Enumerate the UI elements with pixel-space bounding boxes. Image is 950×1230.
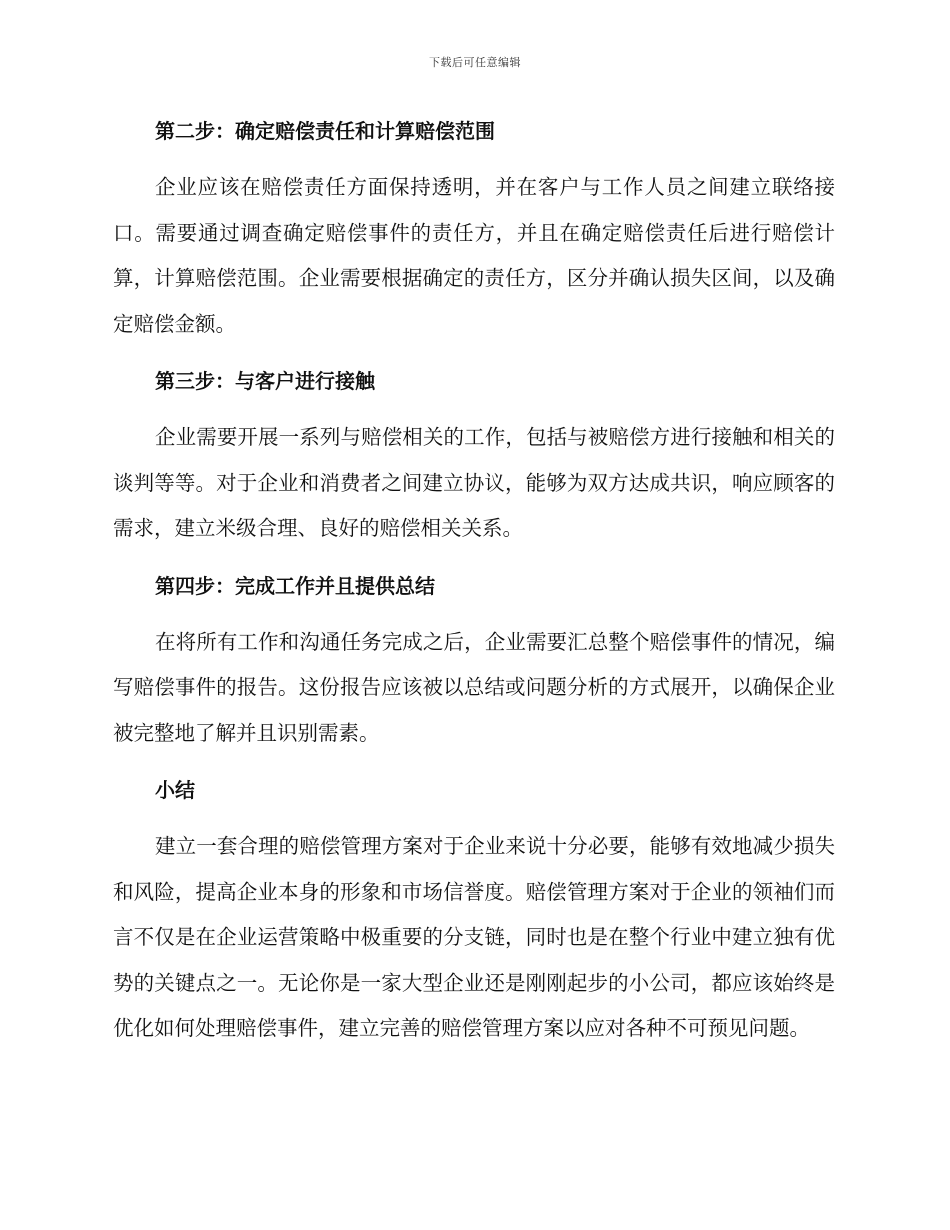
section-paragraph-step-4: 在将所有工作和沟通任务完成之后，企业需要汇总整个赔偿事件的情况，编写赔偿事件的报告。这份报告应该被以总结或问题分析的方式展开，以确保企业被完整地了解并且识别需素。 bbox=[113, 629, 835, 745]
section-paragraph-step-2: 企业应该在赔偿责任方面保持透明，并在客户与工作人员之间建立联络接口。需要通过调查确定赔偿事件的责任方，并且在确定赔偿责任后进行赔偿计算，计算赔偿范围。企业需要根据确定的责任方，区分并确认损失区间，以及确定赔偿金额。 bbox=[113, 175, 835, 336]
section-heading-summary: 小结 bbox=[155, 778, 195, 802]
page-header: 下载后可任意编辑 bbox=[429, 56, 521, 69]
section-paragraph-step-3: 企业需要开展一系列与赔偿相关的工作，包括与被赔偿方进行接触和相关的谈判等等。对于企业和消费者之间建立协议，能够为双方达成共识，响应顾客的需求，建立米级合理、良好的赔偿相关关系。 bbox=[113, 425, 835, 540]
section-heading-step-3: 第三步：与客户进行接触 bbox=[155, 369, 375, 393]
section-heading-step-2: 第二步：确定赔偿责任和计算赔偿范围 bbox=[155, 119, 495, 143]
document-body bbox=[113, 108, 835, 1063]
section-paragraph-summary: 建立一套合理的赔偿管理方案对于企业来说十分必要，能够有效地减少损失和风险，提高企业本身的形象和市场信誉度。赔偿管理方案对于企业的领袖们而言不仅是在企业运营策略中极重要的分支链，同时也是在整个行业中建立独有优势的关键点之一。无论你是一家大型企业还是刚刚起步的小公司，都应该始终是优化如何处理赔偿事件，建立完善的赔偿管理方案以应对各种不可预见问题。 bbox=[113, 834, 835, 1040]
section-heading-step-4: 第四步：完成工作并且提供总结 bbox=[155, 573, 435, 598]
